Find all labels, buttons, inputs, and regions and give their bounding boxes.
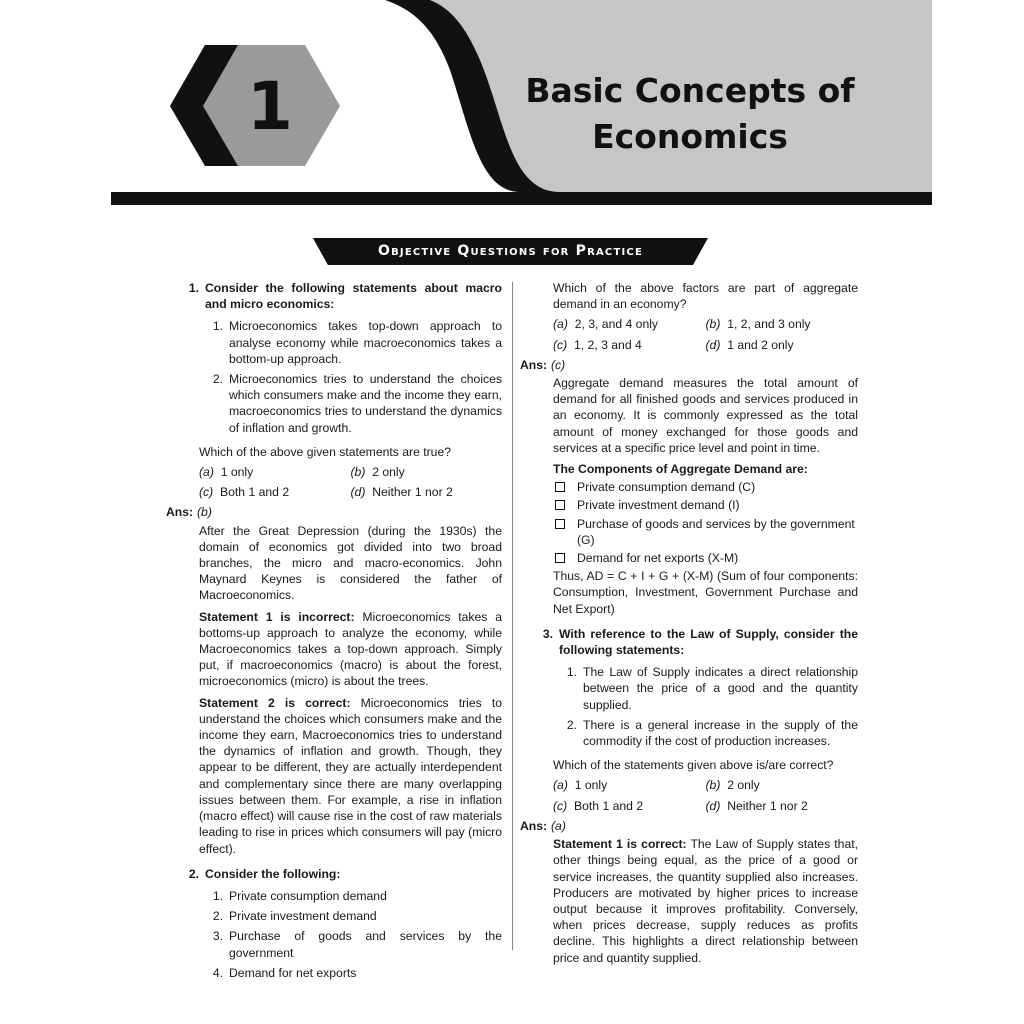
q2-formula: Thus, AD = C + I + G + (X-M) (Sum of four components: Consumption, Investment, Government Purchase and Net Export) — [553, 569, 858, 616]
q3-option: (d) Neither 1 nor 2 — [705, 798, 808, 813]
q1-options — [199, 464, 502, 500]
column-divider — [512, 282, 513, 950]
q3-answer: Ans: (a) — [520, 818, 566, 833]
q2-components-heading: The Components of Aggregate Demand are: — [553, 462, 808, 477]
q3-option: (a) 1 only — [553, 778, 608, 793]
checkbox-icon — [555, 500, 565, 510]
q2-option: (d) 1 and 2 only — [705, 337, 794, 352]
header-rule — [111, 192, 932, 205]
question-3: 3. With reference to the Law of Supply, consider the following statements: — [542, 626, 858, 658]
checkbox-icon — [555, 519, 565, 529]
q1-option: (b) 2 only — [350, 465, 405, 480]
checkbox-icon — [555, 482, 565, 492]
right-column — [522, 280, 858, 971]
q2-prompt: Which of the above factors are part of aggregate demand in an economy? — [553, 281, 858, 312]
q2-item: 1. Private consumption demand — [212, 888, 387, 903]
q2-component: Private consumption demand (C) — [553, 479, 858, 495]
q3-options — [553, 777, 858, 813]
q2-option: (a) 2, 3, and 4 only — [553, 317, 659, 332]
chapter-number: 1 — [247, 68, 293, 145]
q1-answer: Ans: (b) — [166, 505, 212, 520]
q2-item: 4. Demand for net exports — [212, 965, 357, 980]
left-column — [168, 280, 502, 985]
q2-item: 3. Purchase of goods and services by the government — [212, 929, 502, 960]
q2-option: (b) 1, 2, and 3 only — [705, 317, 811, 332]
chapter-title — [520, 68, 860, 160]
q2-explanation: Aggregate demand measures the total amount of demand for all finished goods and services produced in an economy. It is commonly expressed as the total amount of money exchanged for those goods and services at a specific price level and point in time. — [553, 376, 858, 455]
q1-statement: 2. Microeconomics tries to understand the choices which consumers make and the income they earn, macroeconomics tries to understand the dynamics of inflation and growth. — [212, 372, 502, 435]
q2-options — [553, 316, 858, 352]
q2-item: 2. Private investment demand — [212, 909, 377, 924]
q3-statement-1-note: Statement 1 is correct: The Law of Supply states that, other things being equal, as the price of a good or service increases, the quantity supplied also increases. Producers are motivated by higher prices to increase output because it improves profitability. Conversely, when prices decrease, supply reduces as profits decline. This highlights a direct relationship between price and quantity supplied. — [553, 837, 858, 965]
q2-answer: Ans: (c) — [520, 357, 566, 372]
chapter-title-line2: Economics — [592, 117, 788, 156]
q1-statement-2-note: Statement 2 is correct: Microeconomics tries to understand the choices which consumers make and the income they earn, Macroeconomics tries to understand the dynamics of inflation and growth. Though, they appear to be different, they are actually interdependent and complementary since there are many overlapping issues between them. For example, a rise in inflation (macro effect) will cause rise in the cost of raw materials leading to rise in prices which consumers will pay (micro effect). — [199, 695, 503, 856]
q3-option: (b) 2 only — [705, 778, 760, 793]
q1-statement: 1. Microeconomics takes top-down approach to analyse economy while macroeconomics takes a bottom-up approach. — [212, 319, 502, 366]
q2-component: Purchase of goods and services by the government (G) — [553, 516, 858, 548]
q2-component: Demand for net exports (X-M) — [553, 550, 858, 566]
q2-option: (c) 1, 2, 3 and 4 — [553, 337, 642, 352]
q3-statement: 2. There is a general increase in the supply of the commodity if the cost of production increases. — [566, 717, 858, 749]
q2-component: Private investment demand (I) — [553, 497, 858, 513]
q3-prompt: Which of the statements given above is/are correct? — [553, 758, 834, 773]
section-title: Objective Questions for Practice — [377, 243, 643, 259]
checkbox-icon — [555, 553, 565, 563]
q1-statement-1-note: Statement 1 is incorrect: Microeconomics takes a bottoms-up approach to analyze the economy, while Macroeconomics takes a top-down approach. Simply put, if macroeconomics (macro) is about the forest, microeconomics (micro) is about the trees. — [199, 609, 502, 689]
q1-explanation: After the Great Depression (during the 1930s) the domain of economics got divided into two broad branches, the micro and macro-economics. John Maynard Keynes is considered the father of Macroeconomics. — [199, 523, 502, 603]
q1-option: (c) Both 1 and 2 — [199, 485, 290, 500]
q1-option: (d) Neither 1 nor 2 — [350, 485, 453, 500]
question-2: 2. Consider the following: — [188, 866, 341, 881]
q3-statement: 1. The Law of Supply indicates a direct relationship between the price of a good and the quantity supplied. — [566, 665, 858, 712]
chapter-header-art — [0, 0, 1024, 215]
chapter-title-line1: Basic Concepts of — [525, 71, 855, 110]
q3-option: (c) Both 1 and 2 — [553, 798, 644, 813]
q1-prompt: Which of the above given statements are true? — [199, 444, 452, 459]
q1-option: (a) 1 only — [199, 465, 254, 480]
question-1: 1. Consider the following statements about macro and micro economics: — [188, 281, 502, 312]
